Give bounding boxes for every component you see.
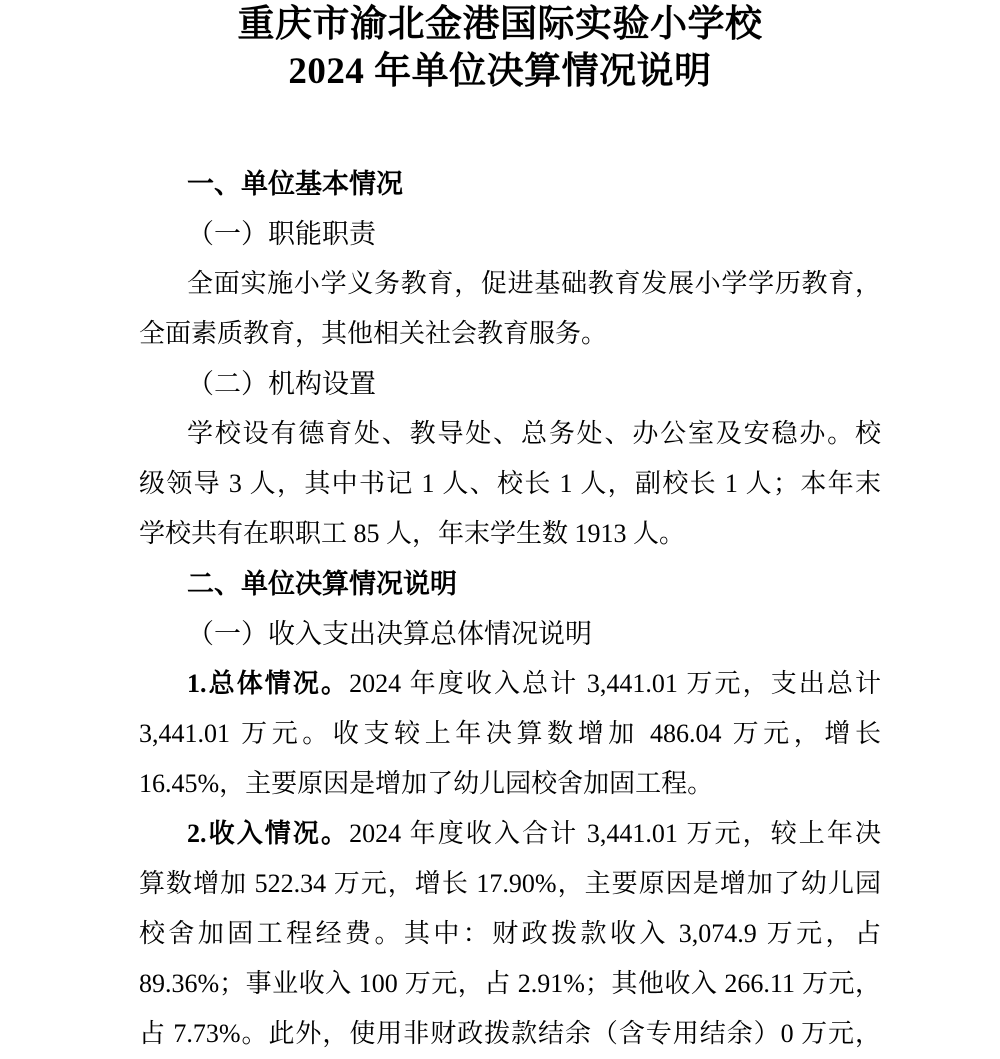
body-text-line bbox=[139, 809, 881, 859]
body-text-line bbox=[139, 659, 881, 709]
text-run: 3,441.01 万元。收支较上年决算数增加 486.04 万元，增长 bbox=[139, 719, 881, 748]
body-text-line bbox=[139, 909, 881, 959]
text-run: 一、单位基本情况 bbox=[187, 169, 403, 199]
text-run: 校舍加固工程经费。其中：财政拨款收入 3,074.9 万元，占 bbox=[139, 919, 881, 948]
text-run: 16.45%，主要原因是增加了幼儿园校舍加固工程。 bbox=[139, 769, 714, 798]
heading-line bbox=[139, 609, 881, 659]
text-run: 89.36%；事业收入 100 万元，占 2.91%；其他收入 266.11 万元， bbox=[139, 969, 881, 998]
title-line-1: 重庆市渝北金港国际实验小学校 bbox=[237, 4, 763, 45]
document-body bbox=[139, 159, 881, 1059]
text-run: 2024 年度收入合计 3,441.01 万元，较上年决 bbox=[349, 819, 881, 848]
text-run: （一）职能职责 bbox=[187, 219, 376, 249]
document-title bbox=[0, 1, 1000, 95]
text-run: 学校设有德育处、教导处、总务处、办公室及安稳办。校 bbox=[187, 419, 881, 448]
body-text-line bbox=[139, 309, 881, 359]
heading-line bbox=[139, 209, 881, 259]
text-run: 二、单位决算情况说明 bbox=[187, 569, 457, 599]
heading-line bbox=[139, 159, 881, 209]
text-run: （一）收入支出决算总体情况说明 bbox=[187, 619, 592, 649]
body-text-line bbox=[139, 709, 881, 759]
text-run: 2024 年度收入总计 3,441.01 万元，支出总计 bbox=[349, 669, 881, 698]
body-text-line bbox=[139, 409, 881, 459]
body-text-line bbox=[139, 859, 881, 909]
body-text-line bbox=[139, 959, 881, 1009]
body-text-line bbox=[139, 459, 881, 509]
heading-line bbox=[139, 559, 881, 609]
text-run: 级领导 3 人，其中书记 1 人、校长 1 人，副校长 1 人；本年末 bbox=[139, 469, 881, 498]
text-run: （二）机构设置 bbox=[187, 369, 376, 399]
text-run: 1.总体情况。 bbox=[187, 669, 350, 698]
text-run: 2.收入情况。 bbox=[187, 819, 350, 848]
text-run: 全面实施小学义务教育，促进基础教育发展小学学历教育， bbox=[187, 269, 881, 298]
text-run: 学校共有在职职工 85 人，年末学生数 1913 人。 bbox=[139, 519, 686, 548]
text-run: 全面素质教育，其他相关社会教育服务。 bbox=[139, 319, 608, 348]
text-run: 算数增加 522.34 万元，增长 17.90%，主要原因是增加了幼儿园 bbox=[139, 869, 881, 898]
title-line-2: 2024 年单位决算情况说明 bbox=[288, 51, 712, 92]
body-text-line bbox=[139, 759, 881, 809]
text-run: 占 7.73%。此外，使用非财政拨款结余（含专用结余）0 万元， bbox=[139, 1019, 881, 1048]
body-text-line bbox=[139, 1009, 881, 1059]
body-text-line bbox=[139, 509, 881, 559]
body-text-line bbox=[139, 259, 881, 309]
heading-line bbox=[139, 359, 881, 409]
